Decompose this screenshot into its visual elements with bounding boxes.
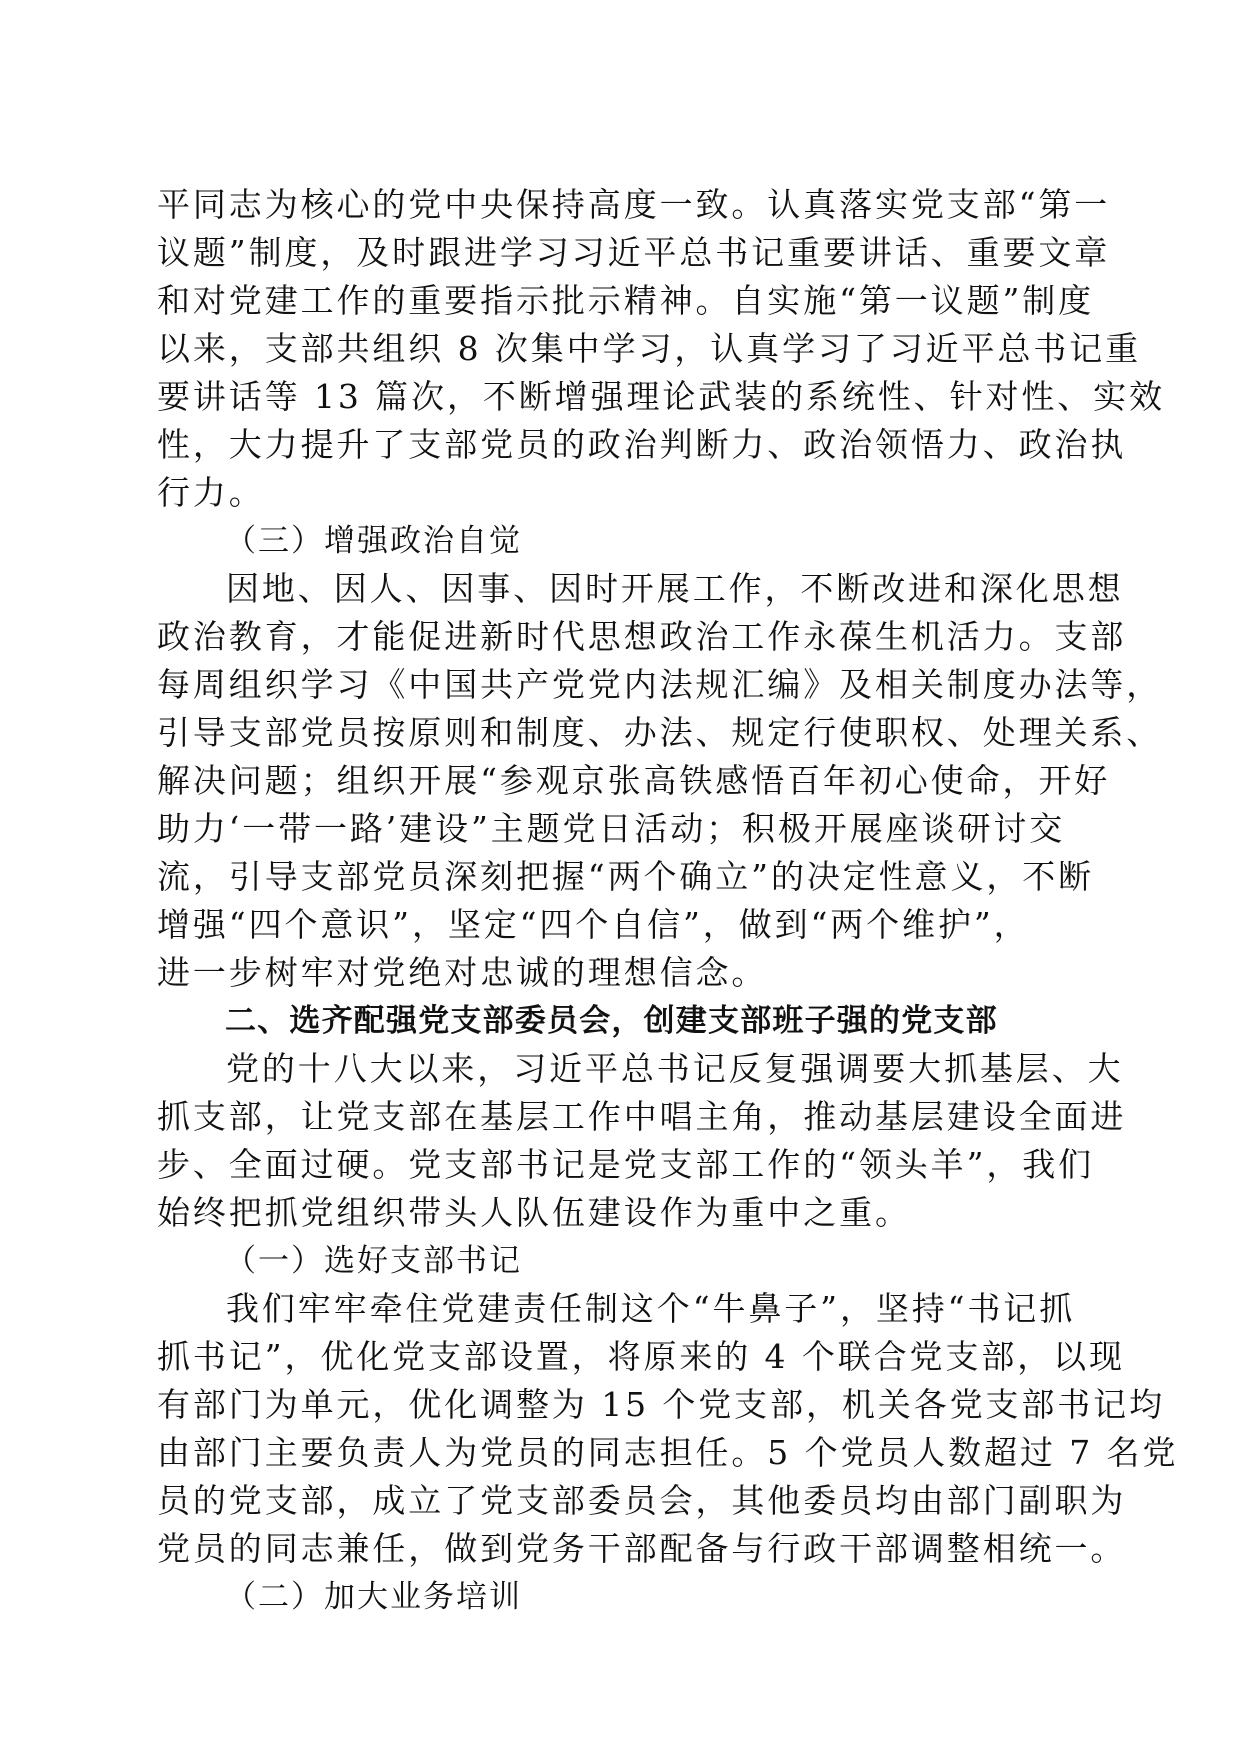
body-line-10: 政治教育，才能促进新时代思想政治工作永葆生机活力。支部	[157, 617, 1127, 656]
body-line-1: 平同志为核心的党中央保持高度一致。认真落实党支部“第一	[157, 185, 1111, 224]
body-line-12: 引导支部党员按原则和制度、办法、规定行使职权、处理关系、	[157, 713, 1163, 752]
body-line-6: 性，大力提升了支部党员的政治判断力、政治领悟力、政治执	[157, 425, 1127, 464]
body-line-28: 员的党支部，成立了党支部委员会，其他委员均由部门副职为	[157, 1481, 1127, 1520]
body-line-2: 议题”制度，及时跟进学习习近平总书记重要讲话、重要文章	[157, 233, 1111, 272]
body-line-21: 步、全面过硬。党支部书记是党支部工作的“领头羊”，我们	[157, 1145, 1095, 1184]
body-line-5: 要讲话等 13 篇次，不断增强理论武装的系统性、针对性、实效	[157, 377, 1165, 416]
body-line-24: 我们牢牢牵住党建责任制这个“牛鼻子”，坚持“书记抓	[226, 1289, 1076, 1328]
body-line-16: 增强“四个意识”，坚定“四个自信”，做到“两个维护”，	[157, 905, 1030, 944]
body-line-26: 有部门为单元，优化调整为 15 个党支部，机关各党支部书记均	[157, 1385, 1165, 1424]
body-line-29: 党员的同志兼任，做到党务干部配备与行政干部调整相统一。	[157, 1529, 1127, 1568]
body-line-3: 和对党建工作的重要指示批示精神。自实施“第一议题”制度	[157, 281, 1095, 320]
subheading-two: （二）加大业务培训	[225, 1579, 522, 1615]
body-line-19: 党的十八大以来，习近平总书记反复强调要大抓基层、大	[226, 1049, 1124, 1088]
body-line-9: 因地、因人、因事、因时开展工作，不断改进和深化思想	[226, 569, 1124, 608]
body-line-13: 解决问题；组织开展“参观京张高铁感悟百年初心使命，开好	[157, 761, 1111, 800]
body-line-15: 流，引导支部党员深刻把握“两个确立”的决定性意义，不断	[157, 857, 1095, 896]
body-line-7: 行力。	[157, 473, 265, 512]
body-line-11: 每周组织学习《中国共产党党内法规汇编》及相关制度办法等，	[157, 665, 1163, 704]
body-line-25: 抓书记”，优化党支部设置，将原来的 4 个联合党支部，以现	[157, 1337, 1125, 1376]
body-line-27: 由部门主要负责人为党员的同志担任。5 个党员人数超过 7 名党	[157, 1433, 1179, 1472]
body-line-4: 以来，支部共组织 8 次集中学习，认真学习了习近平总书记重	[157, 329, 1142, 368]
body-line-22: 始终把抓党组织带头人队伍建设作为重中之重。	[157, 1193, 911, 1232]
body-line-14: 助力‘一带一路’建设”主题党日活动；积极开展座谈研讨交	[157, 809, 1066, 848]
subheading-three: （三）增强政治自觉	[225, 523, 522, 559]
body-line-20: 抓支部，让党支部在基层工作中唱主角，推动基层建设全面进	[157, 1097, 1127, 1136]
body-line-17: 进一步树牢对党绝对忠诚的理想信念。	[157, 953, 768, 992]
section-heading-two: 二、选齐配强党支部委员会，创建支部班子强的党支部	[225, 1003, 998, 1039]
subheading-one: （一）选好支部书记	[225, 1243, 522, 1279]
